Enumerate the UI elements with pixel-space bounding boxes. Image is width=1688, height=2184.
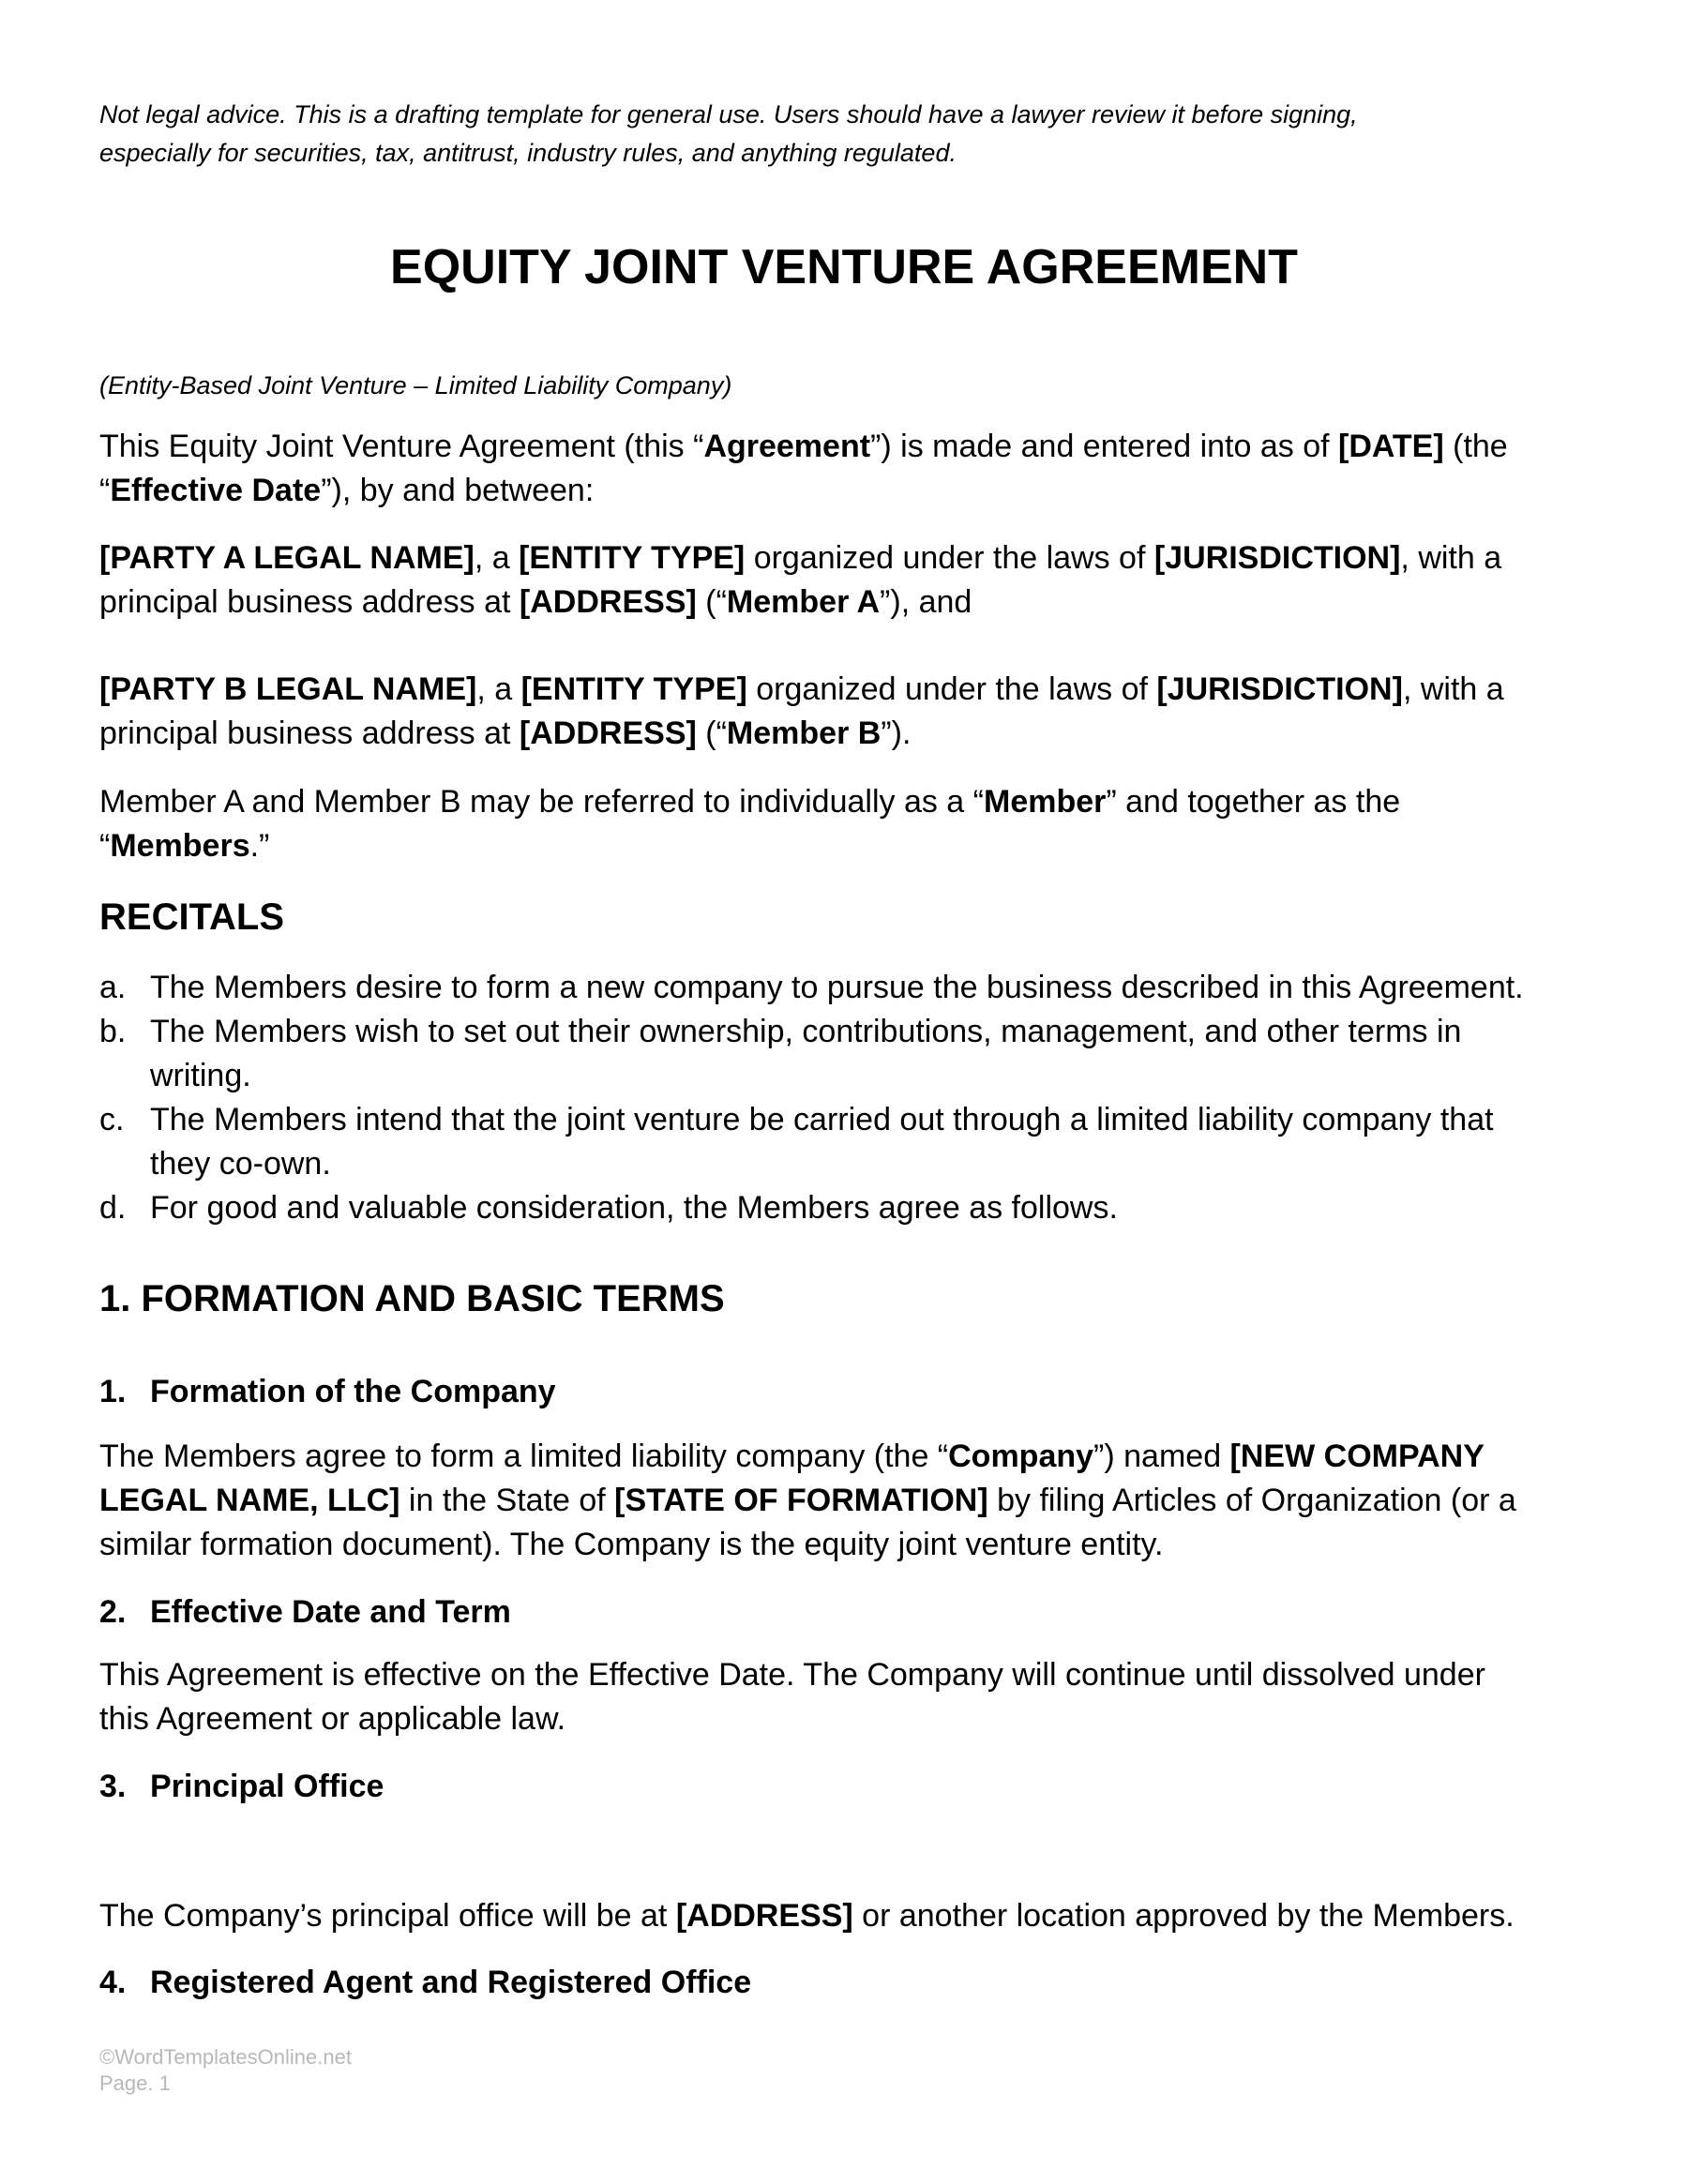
subsection-title: Effective Date and Term <box>150 1594 511 1630</box>
page-footer <box>99 2044 352 2097</box>
subsection-number: 1. <box>99 1374 127 1409</box>
principal-office-line-1: The Company’s principal office will be at [ADDRESS] or another location approved by the Members. <box>99 1898 1515 1934</box>
intro-line-1: This Equity Joint Venture Agreement (this “Agreement”) is made and entered into as of [DATE] (the <box>99 429 1508 464</box>
recitals-heading: RECITALS <box>99 896 285 938</box>
disclaimer-line-1: Not legal advice. This is a drafting template for general use. Users should have a lawyer review it before signing, <box>99 100 1358 128</box>
recital-item <box>99 1098 1494 1186</box>
subsection-number: 4. <box>99 1965 127 2000</box>
intro-paragraph <box>99 425 1508 513</box>
recital-label: d. <box>99 1190 127 1226</box>
recital-item <box>99 1186 1118 1230</box>
party-a-line-2: principal business address at [ADDRESS] (“Member A”), and <box>99 584 972 620</box>
subsection-title: Registered Agent and Registered Office <box>150 1965 752 2000</box>
formation-line-1: The Members agree to form a limited liability company (the “Company”) named [NEW COMPANY <box>99 1438 1485 1474</box>
recital-item <box>99 966 1524 1010</box>
subsection-title: Principal Office <box>150 1769 384 1804</box>
recital-line: For good and valuable consideration, the Members agree as follows. <box>150 1190 1118 1226</box>
intro-line-2: “Effective Date”), by and between: <box>99 473 595 508</box>
members-definition-paragraph <box>99 780 1400 868</box>
recital-label: b. <box>99 1014 127 1049</box>
subsection-heading <box>99 1962 751 2003</box>
footer-copyright: ©WordTemplatesOnline.net <box>99 2045 352 2069</box>
disclaimer-line-2: especially for securities, tax, antitrust, industry rules, and anything regulated. <box>99 139 957 167</box>
members-line-1: Member A and Member B may be referred to individually as a “Member” and together as the <box>99 784 1401 820</box>
formation-line-2: LEGAL NAME, LLC] in the State of [STATE OF FORMATION] by filing Articles of Organization (or a <box>99 1483 1516 1518</box>
recital-line: The Members intend that the joint venture be carried out through a limited liability company that <box>150 1102 1494 1137</box>
document-title: EQUITY JOINT VENTURE AGREEMENT <box>390 240 1298 294</box>
subsection-number: 2. <box>99 1594 127 1630</box>
formation-paragraph <box>99 1435 1516 1567</box>
recital-line: The Members desire to form a new company to pursue the business described in this Agreement. <box>150 970 1524 1005</box>
party-b-paragraph <box>99 668 1504 756</box>
effective-date-line-2: this Agreement or applicable law. <box>99 1701 566 1737</box>
party-a-paragraph <box>99 536 1501 625</box>
party-b-line-1: [PARTY B LEGAL NAME], a [ENTITY TYPE] organized under the laws of [JURISDICTION], with a <box>99 671 1504 707</box>
footer-page-number: Page. 1 <box>99 2071 171 2095</box>
disclaimer <box>99 96 1358 173</box>
recital-label: a. <box>99 970 127 1005</box>
effective-date-line-1: This Agreement is effective on the Effective Date. The Company will continue until dissolved under <box>99 1657 1485 1693</box>
subsection-heading <box>99 1766 384 1807</box>
recital-line: writing. <box>150 1058 251 1093</box>
subsection-heading <box>99 1371 556 1412</box>
recital-line: they co-own. <box>150 1146 331 1182</box>
section-1-heading: 1. FORMATION AND BASIC TERMS <box>99 1278 725 1319</box>
document-subtitle: (Entity-Based Joint Venture – Limited Liability Company) <box>99 371 732 399</box>
recital-label: c. <box>99 1102 125 1137</box>
members-line-2: “Members.” <box>99 828 270 864</box>
party-a-line-1: [PARTY A LEGAL NAME], a [ENTITY TYPE] organized under the laws of [JURISDICTION], with a <box>99 540 1502 576</box>
subsection-number: 3. <box>99 1769 127 1804</box>
subsection-heading <box>99 1591 511 1633</box>
party-b-line-2: principal business address at [ADDRESS] (“Member B”). <box>99 715 912 751</box>
formation-line-3: similar formation document). The Company is the equity joint venture entity. <box>99 1527 1164 1562</box>
subsection-title: Formation of the Company <box>150 1374 556 1409</box>
recital-line: The Members wish to set out their ownership, contributions, management, and other terms in <box>150 1014 1462 1049</box>
recital-item <box>99 1010 1461 1098</box>
principal-office-paragraph <box>99 1894 1515 1938</box>
effective-date-paragraph <box>99 1653 1485 1741</box>
